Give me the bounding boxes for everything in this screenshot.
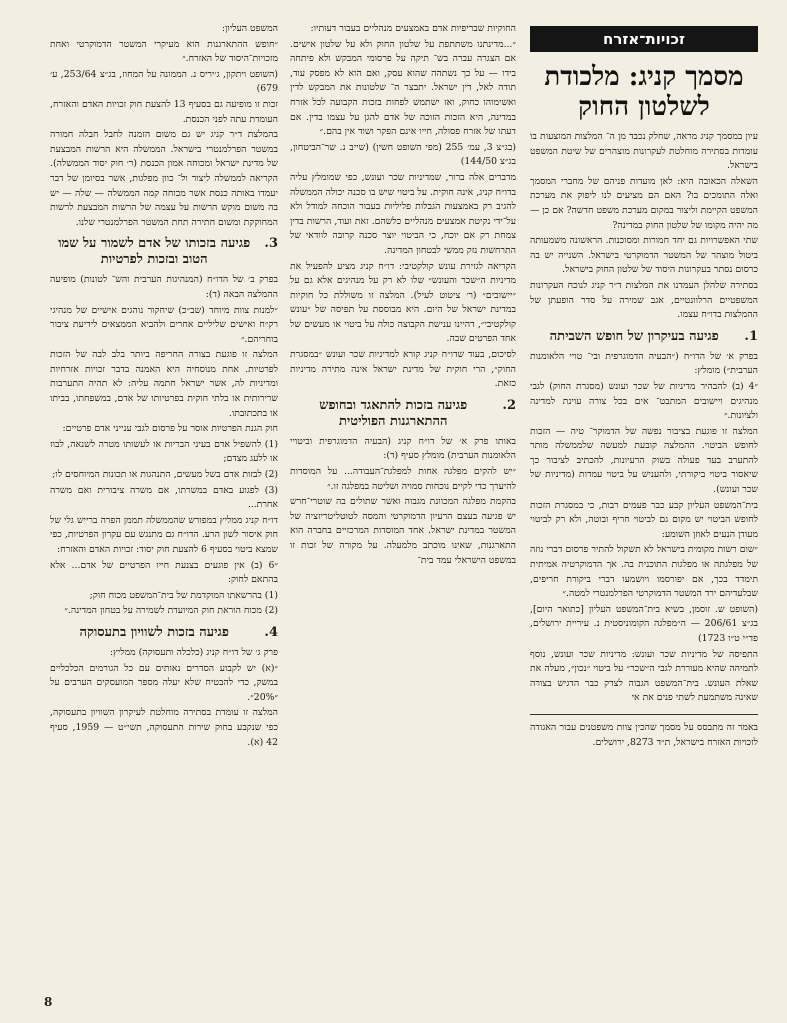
paragraph: בסתירה שלהלן העמדנו את המלצות ד״ר קניג לנוכח העקרונות המשפטיים הרלוונטיים, אגב שמירה על סדר הופעתן של ההמלצות בדו״ח עצמו. xyxy=(530,279,758,321)
paragraph: בית־המשפט העליון קבע כבר פעמים רבות, כי במסגרת הזכות לחופש הביטוי יש מקום גם לביטוי חריף ובוטה, ולא רק לביטוי מעודן הנעים לאוזן השומע: xyxy=(530,499,758,540)
paragraph: המלצה זו עומדת בסתירה מוחלטת לעיקרון השוויון בתעסוקה, כפי שנקבע בחוק שירות התעסוקה, תשי״ט — 1959, סעיף 42 (א). xyxy=(50,707,278,748)
quote: ״חופש ההתארגנות הוא מעיקרי המשטר הדמוקרטי ואחת מזכויות־היסוד של האזרח.״ xyxy=(50,38,278,65)
section-number: 1. xyxy=(744,328,758,344)
paragraph: מדברים אלה ברור, שמדיניות שכר ועונש, כפי שמומלץ עליה בדו״ח קניג, אינה חוקית. על ביטוי שיש בו סכנה יכולה הממשלה להגיב רק באמצעות הגבלות פליליות בעבור הוכחה למודל ולא על־ידי נקיטת אמצעים מנהליים כלשהם. זאת ועוד, הרשות בדין צמחת רק אם יוכח, כי הביטוי יוצר סכנה קרובה לוודאי של התרחשות נזק ממשי לבטחון המדינה. xyxy=(290,171,516,256)
citation: (השופט ויתקון, ג׳יריס נ. הממונה על המחוז, בג״צ 253/64, ע׳ 679) xyxy=(50,68,278,95)
paragraph: המשפט העליון: xyxy=(221,23,278,34)
section-number: 2. xyxy=(502,397,516,413)
paragraph: דו״ח קניג ממליץ במפורש שהממשלה תממן הפרה ברייש גלי של חוק איסור לשון הרע. הדו״ח גם מתנגש עם עקרון הפרטיות, כפי שמצא ביטוי בסעיף 6 להצעת חוק יסוד: זכויות האדם והאזרח: xyxy=(50,514,278,555)
paragraph: הקריאה לגזירת עונש קולקטיבי: דו״ח קניג מציע להפעיל את מדיניות ה״שכר והעונש״ שלו לא רק על מנהיגים אלא גם על ״יישובים״ (ר׳ ציטוט לעיל). המלצה זו משוללת כל חוקיות במדינת ישראל של היום. היא מבוססת על תפיסה של ״עונש קולקטיבי״, דהיינו ענישת הקבוצה כולה על ביטוי או מעשים של אחד הפרטים שבה. xyxy=(290,260,516,345)
paragraph: החוקיות שבריפיות אדם באמצעים מנהליים בעבור דעותיו: xyxy=(310,23,516,34)
paragraph: השאלה הכאובה היא: לאן מועדות פניהם של מחברי המסמך ואלה התומכים בו? האם הם מציעים לנו ליפוק את מערכת המשפט הקיימת וליצור במקום מערכת משפט חדשה? אם כן — מה יהיה מקומו של שלטון החוק במדינה? xyxy=(530,175,758,231)
section-tag: זכויות־אזרח xyxy=(530,26,758,52)
paragraph: בהמלצת ד״ר קניג יש גם משום הזמנה לחבל חבלה חמורה במשטר הפרלמנטרי בישראל. הממשלה היא הרשות המבצעת של מדינת ישראל ומכוחה אמון הכנסת (ר׳ חוק יסוד הממשלה). הקריאה לממשלה ליצור ול־ כוון מפלגות, אשר בסיומן של דבר יעמדו באותה כנסת אשר מכוחה קמה הממשלה — שלה — יש בה משום מוקש הרשות על עצמה של הרשות המבצעת לרשות המחוקקת ומשום חתירה תחת המשטר הפרלמנטרי שלנו. xyxy=(50,129,278,228)
quote: ״למנות צוות מיוחד (שב״כ) שיחקור נוהגים אישיים של מנהיגי רק״ח ואישים שליליים אחרים ולהביא הממצאים לידיעת ציבור בוחריהם.״ xyxy=(50,304,278,345)
quote: ״(א) יש לקבוע הסדרים נאותים עם כל הגורמים הכלכליים במשק, כדי להבטיח שלא יעלה מספר המועסקים הערבים על ״20%״. xyxy=(50,662,278,703)
paragraph: באותו פרק א׳ של דו״ח קניג (הבעיה הדמוגרפית וביטויי הלאומנות הערבית) מומלץ סעיף (ד): xyxy=(290,435,516,462)
section-heading-2 xyxy=(290,398,516,430)
paragraph: התפיסה של מדיניות שכר ועונש: מדיניות שכר ועונש, נוסף לתמיהה שהיא מעוררת לגבי ה״שכר״ על ביטוי ״נכון״, מעלה את שאלת העונש. בית־המשפט הגבוה לצדק כבר הדגיש בצורה שאינה משתמעת לשתי פנים את אי xyxy=(530,648,758,704)
citation: (בג״צ 3, עמ׳ 255 (מפי השופט חשין) (שייב נ. שר־הביטחון, בג״צ 144/50) xyxy=(290,141,516,168)
quote: ״6 (ב) אין פוגעים בצנעת חייו הפרטיים של אדם... אלא בהתאם לחוק: xyxy=(50,559,278,586)
article-headline: מסמך קניג: מלכודת לשלטון החוק xyxy=(544,62,744,122)
paragraph: בפרק ב׳ של הדו״ח (המנהיגות הערבית והש־ לטונות) מופיעה ההמלצה הבאה (ד): xyxy=(50,274,278,300)
section-heading-1 xyxy=(530,329,758,345)
quote: ״שום רשות מקומית בישראל לא תשקול להתיר פרסום דברי נוזה של מפלגתה או מפלגות התוכנית בה. אך הדמוקרטיה אמיתית תימדד בכך, אם יפורסמו ויושמעו דברי ביקורת חריפים, שבלעדיהם ירד המשטר הדמוקרטי הפרלמנטרי למטה.״ xyxy=(530,544,758,600)
section-number: 3. xyxy=(264,236,278,252)
section-title: פגיעה בעיקרון של חופש השביתה xyxy=(549,328,719,344)
section-number: 4. xyxy=(264,624,278,640)
paragraph: המלצה זו פוגעת בציבור נפשה של הדמוקר־ טיה — הזכות לחופש הביטוי. ההמלצה קובעת למעשה שלממשלה מותר להתערב בעד פעולה בשוק הרעיונות, להכתיב לציבור כך שיאסור ביטוי ביקורתי, ולהעניש על ביטוי עמדות (מדיניות של שכר ועונש). xyxy=(530,425,758,496)
list-item: (1) בהרשאתו המוקדמת של בית־המשפט מכוח חוק; xyxy=(89,589,278,601)
quote: ״...מדינתנו משתתפת על שלטון החוק ולא על שלטון אישים. אם הצגרה עברה בש־ תיקה על פרסומי המבקש ולא פיתחה בידו — על כך נשתהה שהוא עסק, ואם הוא לא מפסק עוד, תודה לאל, דין ישראל. יתבצר ה־ שלטונות את המבקש לדין ואשימוהו כחוק, ואז ישתמש לפחות בזכות הקבועה לכל אזרח במדינה, היא הזכות הזוכה של אדם להגן על עצמו בדין. אם דעתו של אזרח פסולה, חייו אינם הפקר ושוד אין בהם.״ xyxy=(290,38,516,138)
list-item: (2) מכוח הוראת חוק המיועדת לשמירה על בטחון המדינה.״ xyxy=(64,605,278,617)
paragraph: שתי האפשרויות גם יחד חמורות ומסוכנות. הראשונה משמעותה ביטול מוצהר של המשטר הדמוקרטי בישראל. השנייה יש בה כרסום נסתר בעקרונות היסוד של שלטון החוק בישראל. xyxy=(530,235,758,276)
paragraph: פרק ג׳ של דו״ח קניג (כלכלה ותעסוקה) ממליץ: xyxy=(109,646,278,658)
column-right xyxy=(530,22,758,983)
divider xyxy=(530,714,758,715)
paragraph: זכות זו מופיעה גם בסעיף 13 להצעת חוק זכויות האדם והאזרח, העומדת עתה לפני הכנסת. xyxy=(50,98,278,125)
list-item: (2) לבזות אדם בשל מעשים, התנהגות או תכונות המיוחסים לו; xyxy=(52,469,278,481)
citation: (השופט ש. זוסמן, בשיא בית־המשפט העליון [כתואר היום], בג״צ 206/61 — ה״מפלגה הקומוניסטית נ. עיריית ירושלים, פד״י ט״ו 1723) xyxy=(530,603,758,644)
paragraph: בהקמת מפלגה המכוונת מגבוה ואשר שתולים בה שוטרי־חרש יש פגיעה בעצם הרעיון הדמוקרטי והמסה לטוטליטריזציה של המשטר במדינת ישראל. אחד המוסדות המרכזיים בחברה הוא התארגנות, שאינו מוכתב מלמעלה. על מקורה של זכות זו במשפט הישראלי עמד בית־ xyxy=(290,496,516,566)
section-title: פגיעה בזכות להתאגד ובחופש ההתארגנות הפוליטית xyxy=(319,397,468,429)
source-note: באמר זה מתבסס על מסמך שהכין צוות משפטנים עבור האגודה לזכויות האזרח בישראל, ת״ד 8273, ירושלים. xyxy=(530,721,758,748)
quote: ״4 (ב) להבהיר מדיניות של שכר ועונש (מסגרת החוק) לגבי מנהיגים ויישובים המתבט־ אים בכל צורה עוינת למדינה ולציונות.״ xyxy=(530,380,758,422)
paragraph: בפרק א׳ של הדו״ח (״הבעיה הדמוגרפית ובי־ טויי הלאומנות הערבית״) מומלץ: xyxy=(530,350,758,377)
list-item: (3) לפגוע באדם במשרתו, אם משרה ציבורית ואם משרה אחרת... xyxy=(50,484,278,511)
quote: ״יש להקים מפלגה אחות למפלגת־העבודה... על המוסדות להיערך כדי לקיים נוכחות סמויה ושליטה במפלגה זו.״ xyxy=(290,466,516,492)
column-left xyxy=(50,22,278,983)
list-item: (1) להשפיל אדם בעיני הבריות או לעשותו מטרה לשנאה, לבוז או ללעג מצדם; xyxy=(50,438,278,465)
paragraph: עיון במסמך קניג מראה, שחלק נכבד מן ה־ המלצות המוצעות בו עומדות בסתירה מוחלטת לעקרונות מוצהרים של שיטת המשפט בישראל. xyxy=(530,131,758,172)
page-number: 8 xyxy=(44,995,53,1009)
paragraph: המלצה זו פוגעת בצורה החריפה ביותר בלב לבה של הזכות לפרטיות. אחת מנוסחיה היא האמנה בדבר זכויות אזרחיות ומדיניות לה, אשר ישראל חתמה עליה: לא תהיה התערבות שרירותית או בלתי חוקית בפרטיותו של אדם, במשפחתו, בביתו או בתכתובתו. xyxy=(50,349,278,419)
column-middle xyxy=(290,22,516,983)
paragraph: חוק הגנת הפרטיות אוסר על פרסום לגבי ענייני אדם פרטיים: xyxy=(62,423,278,435)
section-title: פגיעה בזכותו של אדם לשמור על שמו הטוב ובזכות לפרטיות xyxy=(58,236,251,268)
section-heading-4 xyxy=(50,625,278,641)
section-title: פגיעה בזכות לשוויון בתעסוקה xyxy=(79,624,229,640)
section-heading-3 xyxy=(50,236,278,268)
paragraph: לסיכום, בעוד שדו״ח קניג קורא למדיניות שכר ועונש ״במסגרת החוק״, הרי חוקית של מדינת ישראל אינה מתירה מדיניות כזאת. xyxy=(290,349,516,390)
